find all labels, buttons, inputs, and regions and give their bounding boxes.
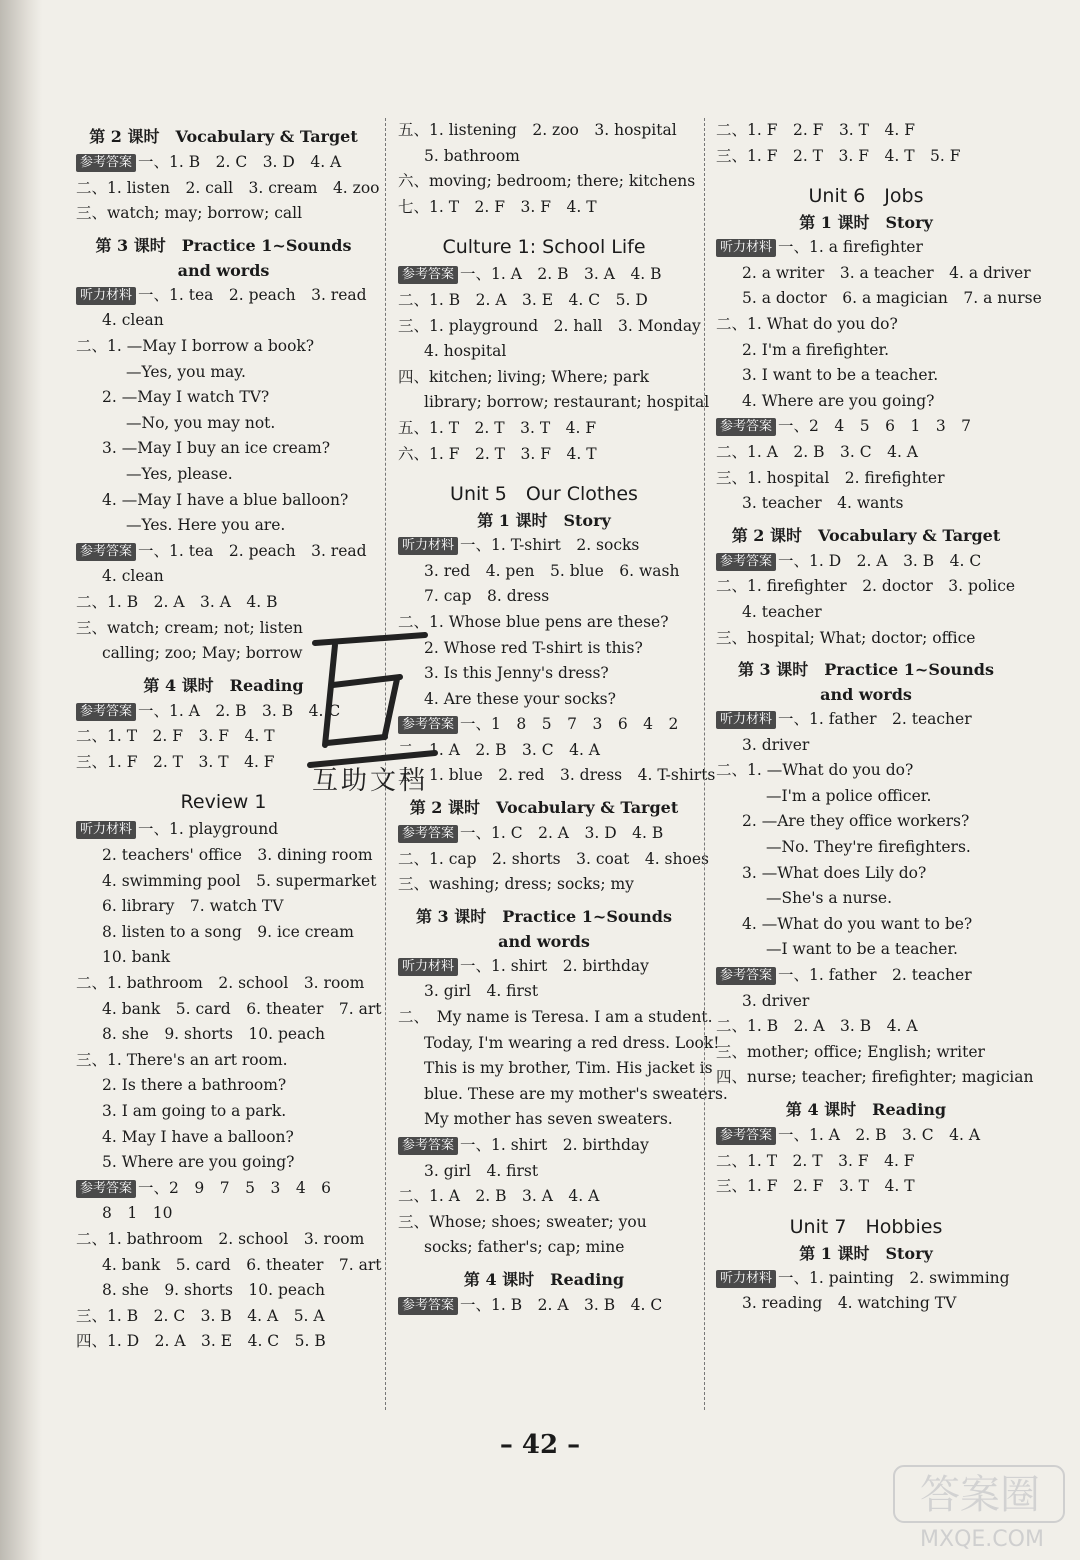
answer-line [398,821,690,847]
reference-answer-badge: 参考答案 [716,1127,776,1145]
reference-answer-badge: 参考答案 [76,1180,136,1198]
answer-line: 4. Are these your socks? [424,689,616,708]
answer-text: 一、1. B 2. C 3. D 4. A [138,153,342,171]
answer-line: 2. —Are they office workers? [742,812,970,831]
answer-line [398,1293,690,1319]
reference-answer-badge: 参考答案 [716,553,776,571]
answer-line: This is my brother, Tim. His jacket is [424,1059,713,1078]
answer-line: 5. Where are you going? [102,1153,295,1172]
answer-line: 二、1. listen 2. call 3. cream 4. zoo [76,178,380,197]
answer-line [716,707,1016,733]
answer-line: 三、mother; office; English; writer [716,1042,985,1061]
answer-line: 4. teacher [742,602,822,621]
answer-line: 二、1. —What do you do? [716,761,914,780]
answer-line: 3. girl 4. first [424,1161,539,1180]
listening-material-badge: 听力材料 [716,1270,776,1288]
listening-material-badge: 听力材料 [716,239,776,257]
answer-line: 二、1. B 2. A 3. E 4. C 5. D [398,290,648,309]
answer-line [76,817,371,843]
answer-line: 五、1. T 2. T 3. T 4. F [398,418,597,437]
answer-line: 4. clean [102,567,164,586]
answer-line: 二、1. bathroom 2. school 3. room [76,1229,365,1248]
answer-line: 二、1. What do you do? [716,314,898,333]
answer-line [76,283,371,309]
unit-title: Review 1 [180,791,267,814]
lesson-heading: 第 2 课时 Vocabulary & Target [731,525,1001,545]
answer-text: 一、1. tea 2. peach 3. read [138,541,367,560]
answer-line [398,533,690,559]
answer-text: 一、1 8 5 7 3 6 4 2 [460,715,679,734]
answer-text: 一、1. A 2. B 3. A 4. B [460,265,662,284]
answer-line: Today, I'm wearing a red dress. Look! [424,1033,720,1052]
answer-line: 3. I am going to a park. [102,1102,287,1120]
answer-line: 8. she 9. shorts 10. peach [102,1281,325,1300]
answer-line: 三、1. hospital 2. firefighter [716,468,945,487]
answer-line [716,1123,1016,1149]
answer-line: 三、1. playground 2. hall 3. Monday [398,316,701,335]
reference-answer-badge: 参考答案 [398,825,458,843]
page-number: – 42 – [499,1430,581,1460]
answer-line: —She's a nurse. [766,889,893,908]
answer-line: 二、 My name is Teresa. I am a student. [398,1008,713,1027]
answer-line: 二、1. B 2. A 3. B 4. A [716,1017,918,1036]
answer-line: —Yes. Here you are. [126,516,286,535]
answer-text: 一、1. playground [138,820,279,839]
answer-line [398,262,690,288]
answer-line: library; borrow; restaurant; hospital [424,393,710,412]
answer-line: 5. bathroom [424,146,520,165]
answer-line: —No. They're firefighters. [766,838,971,857]
lesson-heading: and words [177,260,270,280]
reference-answer-badge: 参考答案 [716,418,776,436]
answer-line: 二、1. A 2. B 3. A 4. A [398,1187,600,1206]
answer-line: 4. hospital [424,342,507,361]
reference-answer-badge: 参考答案 [716,967,776,985]
answer-line: 3. —What does Lily do? [742,863,927,882]
answer-line [716,963,1016,989]
answer-text: 一、1. A 2. B 3. C 4. A [778,1126,981,1144]
answer-line: 二、1. A 2. B 3. C 4. A [398,740,600,759]
unit-title: Unit 7 Hobbies [789,1215,943,1238]
answer-line: 三、1. F 2. F 3. T 4. T [716,1177,915,1196]
answer-line: —I want to be a teacher. [766,940,958,959]
answer-line: 4. bank 5. card 6. theater 7. art [102,1255,382,1274]
answer-line: My mother has seven sweaters. [424,1110,673,1129]
answer-line [398,954,690,980]
answer-text: 一、1. father 2. teacher [778,710,972,729]
answer-line: 2. Whose red T-shirt is this? [424,638,643,657]
answer-text: 一、1. a firefighter [778,238,923,257]
answer-line: 10. bank [102,948,171,967]
answer-line [76,150,371,176]
answer-line: 2. —May I watch TV? [102,388,270,407]
lesson-heading: 第 1 课时 Story [799,213,933,233]
lesson-heading: 第 3 课时 Practice 1~Sounds [737,660,995,680]
answer-line: 七、1. T 2. F 3. F 4. T [398,197,597,216]
answer-line: 4. Where are you going? [742,391,935,410]
answer-line: 三、washing; dress; socks; my [398,875,634,894]
answer-line: 8 1 10 [102,1204,173,1223]
answer-line: 二、1. F 2. F 3. T 4. F [716,121,915,139]
answer-line: 二、1. bathroom 2. school 3. room [76,974,365,993]
lesson-heading: 第 4 课时 Reading [785,1100,947,1119]
answer-line: 4. swimming pool 5. supermarket [102,871,377,890]
listening-material-badge: 听力材料 [716,711,776,729]
answer-line: 4. bank 5. card 6. theater 7. art [102,999,382,1018]
answer-line: 四、1. D 2. A 3. E 4. C 5. B [76,1332,326,1351]
listening-material-badge: 听力材料 [76,821,136,839]
answer-line [716,235,1016,261]
answer-line: 4. —What do you want to be? [742,914,973,933]
answer-line: calling; zoo; May; borrow [102,644,303,663]
answer-line: 二、1. T 2. F 3. F 4. T [76,727,275,746]
listening-material-badge: 听力材料 [398,958,458,976]
answer-line: —I'm a police officer. [766,786,932,805]
answer-text: 一、1. tea 2. peach 3. read [138,285,367,304]
answer-text: 一、1. C 2. A 3. D 4. B [460,824,664,843]
answer-line: 四、kitchen; living; Where; park [398,367,650,386]
answer-text: 一、1. B 2. A 3. B 4. C [460,1295,663,1314]
answer-line: 五、1. listening 2. zoo 3. hospital [398,121,677,139]
answer-text: 一、1. shirt 2. birthday [460,956,649,975]
unit-title: Unit 6 Jobs [808,185,924,208]
answer-line: 3. teacher 4. wants [742,494,904,513]
answer-line: 三、1. blue 2. red 3. dress 4. T-shirts [398,766,716,785]
answer-line: 3. —May I buy an ice cream? [102,439,331,458]
listening-material-badge: 听力材料 [398,537,458,555]
answer-line: 3. I want to be a teacher. [742,366,939,385]
answer-line: —Yes, please. [126,464,233,483]
answer-line: 二、1. Whose blue pens are these? [398,612,669,631]
answer-line: 二、1. —May I borrow a book? [76,336,315,355]
lesson-heading: 第 1 课时 Story [799,1243,933,1263]
answer-line: 三、1. There's an art room. [76,1050,288,1069]
answer-line: 三、hospital; What; doctor; office [716,628,976,647]
unit-title: Culture 1: School Life [442,236,646,259]
answer-line [398,1133,690,1159]
answer-text: 一、1. father 2. teacher [778,966,972,985]
answer-text: 一、1. shirt 2. birthday [460,1136,649,1154]
answer-line: 7. cap 8. dress [424,587,550,606]
reference-answer-badge: 参考答案 [398,266,458,284]
lesson-heading: and words [498,931,590,951]
answer-text: 一、1. A 2. B 3. B 4. C [138,701,341,720]
reference-answer-badge: 参考答案 [398,716,458,734]
answer-line: 2. a writer 3. a teacher 4. a driver [742,263,1031,282]
lesson-heading: 第 4 课时 Reading [463,1269,625,1289]
answer-line: 2. I'm a firefighter. [742,340,890,359]
answer-line: 8. listen to a song 9. ice cream [102,922,354,941]
answer-line [716,1266,1016,1292]
lesson-heading: 第 1 课时 Story [477,511,611,531]
answer-line: 5. a doctor 6. a magician 7. a nurse [742,289,1042,308]
reference-answer-badge: 参考答案 [76,703,136,721]
lesson-heading: and words [820,685,912,705]
answer-line [716,414,1016,440]
answer-text: 一、2 4 5 6 1 3 7 [778,417,972,436]
answer-line: 6. library 7. watch TV [102,897,284,916]
lesson-heading: 第 3 课时 Practice 1~Sounds [415,906,673,926]
answer-line: 三、1. F 2. T 3. T 4. F [76,752,275,771]
answer-text: 一、1. painting 2. swimming [778,1268,1010,1287]
listening-material-badge: 听力材料 [76,287,136,305]
answer-line: 三、Whose; shoes; sweater; you [398,1212,647,1231]
answer-line: 二、1. B 2. A 3. A 4. B [76,592,278,611]
answer-line: 3. girl 4. first [424,982,539,1001]
answer-line: 六、moving; bedroom; there; kitchens [398,172,696,191]
column-divider [704,118,706,1410]
answer-line: 三、watch; may; borrow; call [76,204,303,223]
answer-line: 六、1. F 2. T 3. F 4. T [398,444,597,463]
answer-line: 3. Is this Jenny's dress? [424,664,609,683]
answer-line: 4. —May I have a blue balloon? [102,490,349,509]
reference-answer-badge: 参考答案 [76,154,136,172]
answer-line: 二、1. T 2. T 3. F 4. F [716,1151,915,1170]
answer-line: 四、nurse; teacher; firefighter; magician [716,1068,1034,1087]
answer-line [76,1176,371,1202]
column-right [716,118,1042,1317]
reference-answer-badge: 参考答案 [398,1137,458,1155]
unit-title: Unit 5 Our Clothes [450,483,638,506]
answer-line: 2. Is there a bathroom? [102,1076,287,1095]
answer-text: 一、1. T-shirt 2. socks [460,536,640,555]
answer-line: 3. reading 4. watching TV [742,1294,957,1313]
answer-line: 3. red 4. pen 5. blue 6. wash [424,561,680,580]
answer-line: 三、1. B 2. C 3. B 4. A 5. A [76,1306,325,1325]
answer-line [716,549,1016,575]
lesson-heading: 第 3 课时 Practice 1~Sounds [95,235,352,255]
answer-text: 一、2 9 7 5 3 4 6 [138,1178,332,1197]
answer-line: 4. clean [102,311,164,330]
page-edge-shadow [0,0,42,1560]
watermark-text: 互助文档 [312,766,429,796]
lesson-heading: 第 2 课时 Vocabulary & Target [89,127,358,146]
answer-line: blue. These are my mother's sweaters. [424,1084,728,1103]
answer-line: 三、watch; cream; not; listen [76,618,303,637]
answer-line: 2. teachers' office 3. dining room [102,846,373,865]
answer-line: 二、1. A 2. B 3. C 4. A [716,442,918,461]
site-logo [890,1460,1075,1556]
lesson-heading: 第 2 课时 Vocabulary & Target [409,798,679,818]
answer-line: 4. May I have a balloon? [102,1127,294,1146]
answer-line: —Yes, you may. [126,362,246,381]
lesson-heading: 第 4 课时 Reading [143,675,304,695]
svg-text:答案圈: 答案圈 [920,1472,1040,1518]
answer-line: 三、1. F 2. T 3. F 4. T 5. F [716,146,961,165]
site-logo-text: MXQE.COM [920,1527,1044,1552]
answer-text: 一、1. D 2. A 3. B 4. C [778,551,982,570]
answer-line: 3. driver [742,991,810,1010]
reference-answer-badge: 参考答案 [398,1297,458,1315]
answer-line: 二、1. firefighter 2. doctor 3. police [716,577,1016,596]
answer-line: 8. she 9. shorts 10. peach [102,1025,325,1044]
answer-line: 二、1. cap 2. shorts 3. coat 4. shoes [398,849,709,868]
reference-answer-badge: 参考答案 [76,543,136,561]
answer-line: 3. driver [742,735,810,754]
answer-line: socks; father's; cap; mine [424,1238,625,1257]
answer-line: —No, you may not. [126,413,276,432]
answer-line [76,539,371,565]
